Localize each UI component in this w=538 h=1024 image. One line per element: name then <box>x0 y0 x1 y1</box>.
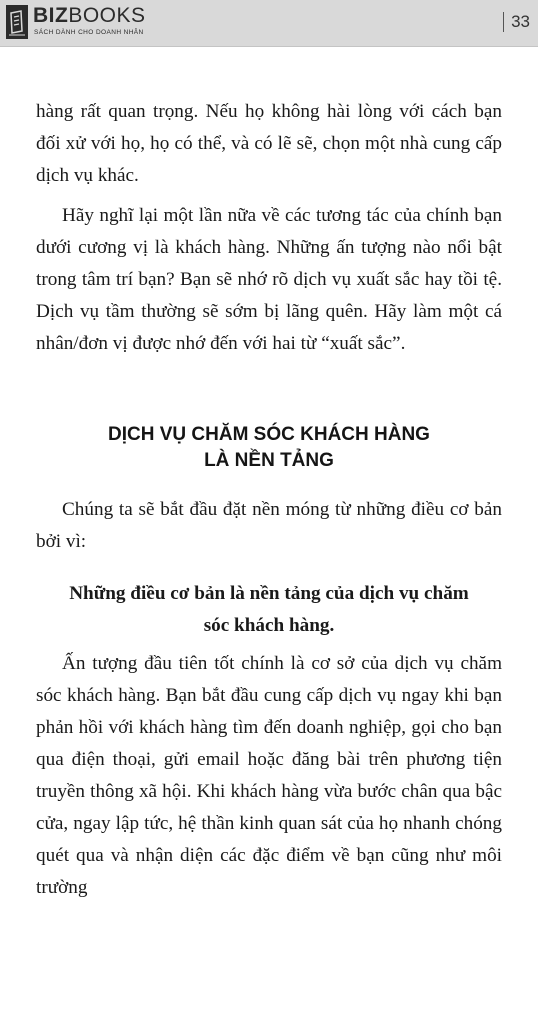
page-content <box>36 96 502 904</box>
brand-light: BOOKS <box>68 4 146 27</box>
page-header <box>0 0 538 47</box>
brand-name <box>33 5 146 27</box>
section-heading <box>36 422 502 474</box>
heading-line-1: DỊCH VỤ CHĂM SÓC KHÁCH HÀNG <box>108 424 430 445</box>
emphasis-line-2: sóc khách hàng. <box>203 615 335 636</box>
paragraph-2: Hãy nghĩ lại một lần nữa về các tương tác của chính bạn dưới cương vị là khách hàng. Những ấn tượng nào nổi bật trong tâm trí bạn? Bạn sẽ nhớ rõ dịch vụ xuất sắc hay tồi tệ. Dịch vụ tầm thường sẽ sớm bị lãng quên. Hãy làm một cá nhân/đơn vị được nhớ đến với hai từ “xuất sắc”. <box>36 205 502 354</box>
brand-tagline: SÁCH DÀNH CHO DOANH NHÂN <box>34 29 144 36</box>
paragraph-4: Ấn tượng đầu tiên tốt chính là cơ sở của dịch vụ chăm sóc khách hàng. Bạn bắt đầu cung cấp dịch vụ ngay khi bạn phản hồi với khách hàng tìm đến doanh nghiệp, gọi cho bạn qua điện thoại, gửi email hoặc đăng bài trên phương tiện truyền thông xã hội. Khi khách hàng vừa bước chân qua bậc cửa, ngay lập tức, hệ thần kinh quan sát của họ nhanh chóng quét qua và nhận diện các đặc điểm về bạn cũng như môi trường <box>36 653 502 898</box>
paragraph-3: Chúng ta sẽ bắt đầu đặt nền móng từ những điều cơ bản bởi vì: <box>36 499 502 552</box>
page-number: 33 <box>503 12 530 32</box>
bizbooks-logo-icon <box>6 5 28 39</box>
brand-bold: BIZ <box>33 4 69 27</box>
heading-line-2: LÀ NỀN TẢNG <box>204 450 334 471</box>
emphasis-line-1: Những điều cơ bản là nền tảng của dịch vụ chăm <box>69 583 469 604</box>
emphasis-statement <box>36 578 502 642</box>
paragraph-1: hàng rất quan trọng. Nếu họ không hài lòng với cách bạn đối xử với họ, họ có thể, và có lẽ sẽ, chọn một nhà cung cấp dịch vụ khác. <box>36 101 502 186</box>
